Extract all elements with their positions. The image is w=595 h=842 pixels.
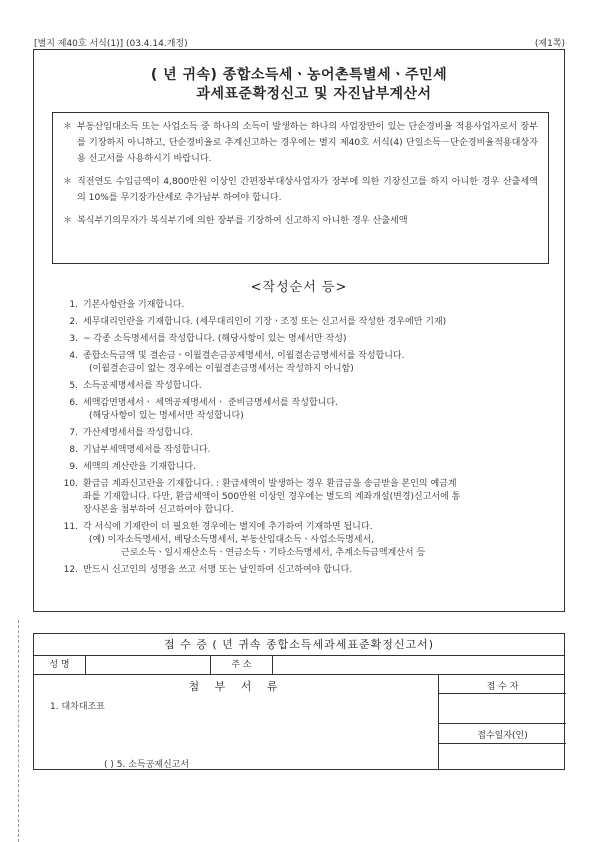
step-note: 근로소득ㆍ일시재산소득ㆍ연금소득ㆍ기타소득명세서, 추계소득금액계산서 등 — [121, 548, 426, 558]
name-label: 성 명 — [34, 656, 86, 674]
step-note: (예) 이자소득명세서, 배당소득명세서, 부동산임대소득ㆍ사업소득명세서, — [89, 535, 375, 545]
receipt-title: 접 수 증 ( 년 귀속 종합소득세과세표준확정신고서) — [34, 634, 564, 656]
attachment-item-5: ( ) 5. 소득공제신고서 — [104, 760, 190, 770]
step-number: 4. — [69, 351, 78, 361]
list-item — [56, 316, 546, 329]
list-item — [56, 521, 546, 560]
step-text: 세무대리인란을 기재합니다. (세무대리인이 기장ㆍ조정 또는 신고서를 작성한 경우에만 기재) — [83, 317, 447, 327]
asterisk-icon: ＊ — [63, 122, 73, 132]
list-item — [56, 397, 546, 423]
notice-text: 부동산임대소득 또는 사업소득 중 하나의 소득이 발생하는 하나의 사업장만이 있는 단순경비율 적용사업자로서 장부를 기장하지 아니하고, 단순경비율로 추계신고하는 경우에는 별지 제40호 서식(4) 단일소득－단순경비율적용대상자용 신고서를 사용하시기 바랍니다. — [77, 122, 538, 164]
list-item — [56, 564, 546, 577]
divider — [439, 723, 566, 724]
step-text: 세액감면명세서ㆍ 세액공제명세서ㆍ 준비금명세서를 작성합니다. — [83, 398, 338, 408]
cut-line — [18, 620, 19, 842]
notice-item — [63, 213, 538, 229]
receipt-box — [33, 633, 565, 770]
attachment-item-1: 1. 대차대조표 — [50, 702, 105, 712]
form-frame — [33, 49, 565, 612]
notice-item — [63, 174, 538, 206]
step-number: 6. — [69, 398, 78, 408]
page-number: (제1쪽) — [534, 39, 565, 49]
list-item — [56, 333, 546, 346]
list-item — [56, 444, 546, 457]
step-number: 8. — [69, 445, 78, 455]
step-number: 11. — [63, 522, 78, 532]
step-text: 가산세명세서를 작성합니다. — [83, 428, 194, 438]
notice-text: 직전연도 수입금액이 4,800만원 이상인 간편장부대상사업자가 장부에 의한 기장신고를 하지 아니한 경우 산출세액의 10%를 무기장가산세로 추가납부 하여야 합니다. — [77, 177, 538, 203]
step-number: 3. — [69, 334, 78, 344]
address-label: 주 소 — [211, 656, 273, 674]
asterisk-icon: ＊ — [63, 216, 73, 226]
section-title: <작성순서 등> — [250, 280, 348, 295]
notice-item — [63, 119, 538, 167]
step-note: (이월결손금이 없는 경우에는 이월결손금명세서는 작성하지 아니함) — [89, 364, 354, 374]
step-number: 9. — [69, 462, 78, 472]
step-number: 5. — [69, 381, 78, 391]
notice-box — [52, 112, 549, 264]
step-text: ~ 각종 소득명세서를 작성합니다. (해당사항이 있는 명세서만 작성) — [83, 334, 347, 344]
step-text: 좌를 기재합니다. 다만, 환급세액이 500만원 이상인 경우에는 별도의 계좌개설(변경)신고서에 통 — [83, 492, 461, 502]
form-title-line2: 과세표준확정신고 및 자진납부계산서 — [196, 86, 432, 102]
step-text: 기납부세액명세서를 작성합니다. — [83, 445, 211, 455]
step-text: 기본사항란을 기재합니다. — [83, 300, 185, 310]
step-text: 반드시 신고인의 성명을 쓰고 서명 또는 날인하여 신고하여야 합니다. — [83, 565, 353, 575]
step-text: 소득공제명세서를 작성합니다. — [83, 381, 202, 391]
list-item — [56, 427, 546, 440]
step-number: 7. — [69, 428, 78, 438]
step-text: 각 서식에 기재란이 더 필요한 경우에는 별지에 추가하여 기재하면 됩니다. — [83, 522, 373, 532]
step-number: 12. — [63, 565, 78, 575]
attachments-title: 첨 부 서 류 — [188, 680, 284, 693]
step-note: (해당사항이 있는 명세서만 작성합니다) — [89, 411, 244, 421]
receiver-label: 접 수 자 — [486, 682, 519, 692]
address-field[interactable] — [273, 656, 564, 674]
receipt-date-label: 접수일자(인) — [477, 731, 528, 741]
step-number: 1. — [69, 300, 78, 310]
list-item — [56, 380, 546, 393]
form-id-label: [별지 제40호 서식(1)] (03.4.14.개정) — [34, 39, 188, 49]
receipt-info-row — [34, 656, 564, 675]
name-field[interactable] — [86, 656, 211, 674]
list-item — [56, 299, 546, 312]
step-text: 환급금 계좌신고란을 기재합니다. : 환급세액이 발생하는 경우 환급금을 송금받을 본인의 예금계 — [83, 479, 457, 489]
step-text: 종합소득금액 및 결손금ㆍ이월결손금공제명세서, 이월결손금명세서를 작성합니다. — [83, 351, 405, 361]
step-text: 세액의 계산란을 기재합니다. — [83, 462, 196, 472]
list-item — [56, 350, 546, 376]
receiver-column — [438, 675, 566, 770]
list-item — [56, 478, 546, 517]
list-item — [56, 461, 546, 474]
notice-text: 복식부기의무자가 복식부기에 의한 장부를 기장하여 신고하지 아니한 경우 산출세액 — [77, 216, 408, 226]
step-number: 10. — [63, 479, 78, 489]
asterisk-icon: ＊ — [63, 177, 73, 187]
step-number: 2. — [69, 317, 78, 327]
step-text: 장사본을 첨부하여 신고하여야 합니다. — [83, 505, 234, 515]
divider — [439, 743, 566, 744]
divider — [439, 693, 566, 694]
instruction-list — [56, 299, 546, 581]
form-title-line1: ( 년 귀속) 종합소득세ㆍ농어촌특별세ㆍ주민세 — [150, 67, 448, 83]
